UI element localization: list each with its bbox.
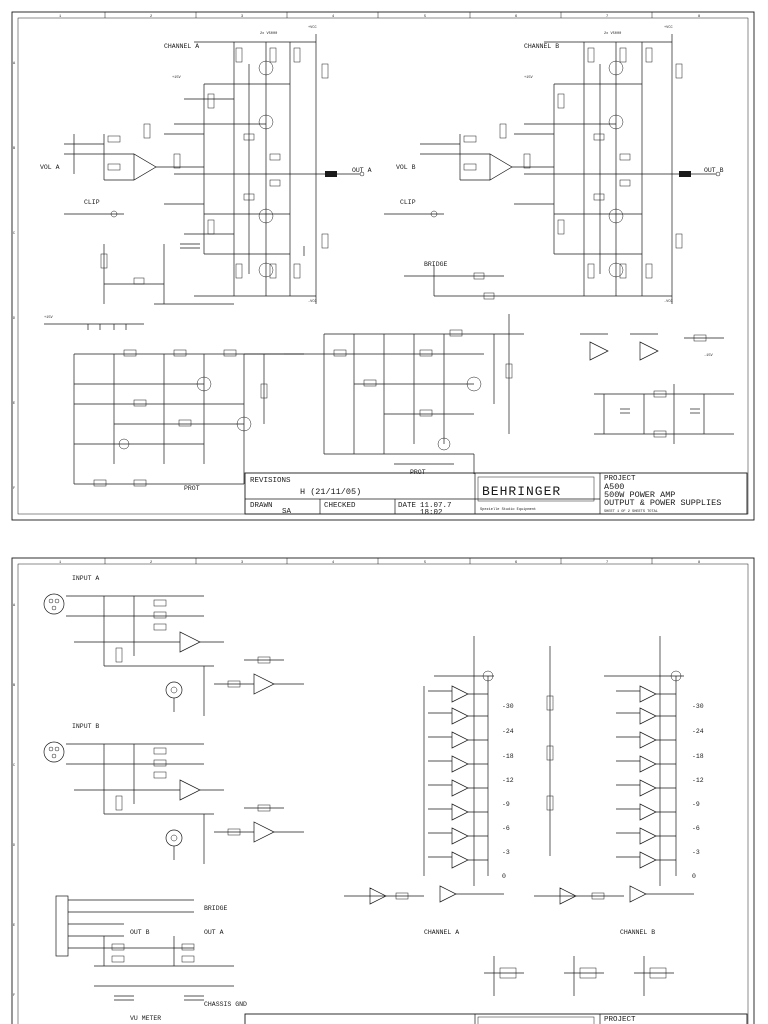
label-clip-a: CLIP	[84, 199, 100, 206]
label-vol-a: VOL A	[40, 164, 60, 171]
grid-top-5: 5	[424, 15, 427, 19]
grid-side-e: E	[13, 402, 16, 406]
label-rail-pos-b: +VCC	[664, 26, 673, 30]
db-level-b-7: -3	[692, 849, 700, 856]
label-out-a: OUT A	[352, 167, 372, 174]
opamp-supply-circuit	[580, 334, 734, 444]
schematic-sheet-2	[4, 556, 762, 1024]
behringer-logo: BEHRINGER	[482, 484, 562, 499]
grid2-side-f: F	[13, 994, 16, 998]
title-project-label: PROJECT	[604, 475, 636, 483]
grid2-side-c: C	[13, 764, 16, 768]
db-level-b-1: -30	[692, 703, 704, 710]
channel-b-output-stage	[514, 34, 720, 304]
power-supply-circuit	[284, 314, 524, 474]
label-rail-neg-b: -VCC	[664, 300, 673, 304]
grid-side-c: C	[13, 232, 16, 236]
sheet2-outer-border	[12, 558, 754, 1024]
db-level-a-4: -12	[502, 777, 514, 784]
label-transistor-note-b: 2x V5000	[604, 32, 622, 36]
grid2-top-6: 6	[515, 561, 518, 565]
grid-top-4: 4	[332, 15, 335, 19]
title-sheet: SHEET 1 OF 2 SHEETS TOTAL	[604, 510, 658, 514]
label-vol-b: VOL B	[396, 164, 416, 171]
label-rail-neg-a: -VCC	[308, 300, 317, 304]
input-b-circuit	[44, 742, 304, 864]
regulator-circuits	[484, 956, 674, 996]
title-project: A500	[604, 482, 625, 492]
label-rail-pos-a: +VCC	[308, 26, 317, 30]
grid2-side-d: D	[13, 844, 16, 848]
grid-side-b: B	[13, 147, 16, 151]
grid2-top-3: 3	[241, 561, 244, 565]
title-product: 500W POWER AMP	[604, 490, 676, 500]
label-channel-b-2: CHANNEL B	[620, 929, 656, 936]
title-checked-label: CHECKED	[324, 502, 356, 510]
db-level-b-6: -6	[692, 825, 700, 832]
grid-top-3: 3	[241, 15, 244, 19]
grid-side-f: F	[13, 487, 16, 491]
sheet2-inner-border	[18, 564, 748, 1024]
label-vu-meter: VU METER	[130, 1015, 162, 1022]
db-level-b-2: -24	[692, 728, 704, 735]
label-prot-2: PROT	[410, 469, 426, 476]
grid-top-8: 8	[698, 15, 701, 19]
db-level-a-6: -6	[502, 825, 510, 832]
label-input-b: INPUT B	[72, 723, 100, 730]
title-revisions-label: REVISIONS	[250, 477, 291, 485]
grid2-top-1: 1	[59, 561, 62, 565]
sheet-separator	[0, 526, 768, 556]
label-prot-1: PROT	[184, 485, 200, 492]
grid2-side-b: B	[13, 684, 16, 688]
grid2-top-5: 5	[424, 561, 427, 565]
label-out-b-2: OUT B	[130, 929, 150, 936]
label-input-a: INPUT A	[72, 575, 100, 582]
title-date: 11.07.7	[420, 502, 452, 510]
schematic-sheet-1-drawing	[4, 4, 762, 526]
label-15v-b: +15V	[524, 76, 533, 80]
label-transistor-note-a: 2x V5000	[260, 32, 278, 36]
grid2-side-e: E	[13, 924, 16, 928]
label-out-a-2: OUT A	[204, 929, 224, 936]
grid-top-2: 2	[150, 15, 153, 19]
grid-top-7: 7	[606, 15, 609, 19]
label-15v-neg: -15V	[704, 354, 713, 358]
label-channel-a-2: CHANNEL A	[424, 929, 460, 936]
grid2-top-7: 7	[606, 561, 609, 565]
db-level-a-7: -3	[502, 849, 510, 856]
title-drawn-label: DRAWN	[250, 502, 273, 510]
label-channel-b: CHANNEL B	[524, 43, 560, 50]
grid-side-d: D	[13, 317, 16, 321]
vu-meter-channel-b	[534, 636, 694, 904]
db-level-a-2: -24	[502, 728, 514, 735]
label-chassis-gnd: CHASSIS GND	[204, 1001, 247, 1008]
schematic-sheet-2-drawing	[4, 556, 762, 1024]
label-bridge: BRIDGE	[424, 261, 448, 268]
db-level-a-5: -9	[502, 801, 510, 808]
title-block-2	[245, 1014, 747, 1024]
grid2-top-8: 8	[698, 561, 701, 565]
title2-project-label: PROJECT	[604, 1016, 636, 1024]
title-drawn: SA	[282, 508, 292, 516]
vu-meter-channel-a	[344, 636, 504, 904]
sheet2-grid-side	[13, 604, 16, 998]
schematic-sheet-1	[4, 4, 762, 526]
grid-top-6: 6	[515, 15, 518, 19]
label-channel-a: CHANNEL A	[164, 43, 200, 50]
grid2-top-4: 4	[332, 561, 335, 565]
db-level-b-3: -18	[692, 753, 704, 760]
db-level-b-5: -9	[692, 801, 700, 808]
grid2-side-a: A	[13, 604, 16, 608]
label-15v-pos: +15V	[44, 316, 53, 320]
label-bridge-2: BRIDGE	[204, 905, 228, 912]
db-level-a-3: -18	[502, 753, 514, 760]
channel-a-output-stage	[164, 34, 364, 304]
sheet1-grid-side	[13, 62, 16, 491]
title-date-label: DATE	[398, 502, 417, 510]
input-a-circuit	[44, 594, 304, 716]
db-level-b-4: -12	[692, 777, 704, 784]
title-subtitle: OUTPUT & POWER SUPPLIES	[604, 498, 722, 508]
db-level-a-1: -30	[502, 703, 514, 710]
db-level-b-8: 0	[692, 873, 696, 880]
title-revision: H (21/11/05)	[300, 487, 362, 497]
channel-b-input-stage	[384, 124, 554, 299]
sheet1-inner-border	[18, 18, 748, 514]
label-out-b: OUT B	[704, 167, 724, 174]
protection-circuit	[44, 324, 304, 486]
db-level-a-8: 0	[502, 873, 506, 880]
label-15v-a: +15V	[172, 76, 181, 80]
label-clip-b: CLIP	[400, 199, 416, 206]
grid2-top-2: 2	[150, 561, 153, 565]
title-tagline: Spezielle Studio Equipment	[480, 508, 537, 512]
grid-side-a: A	[13, 62, 16, 66]
grid-top-1: 1	[59, 15, 62, 19]
title-time: 18:02	[420, 509, 443, 517]
